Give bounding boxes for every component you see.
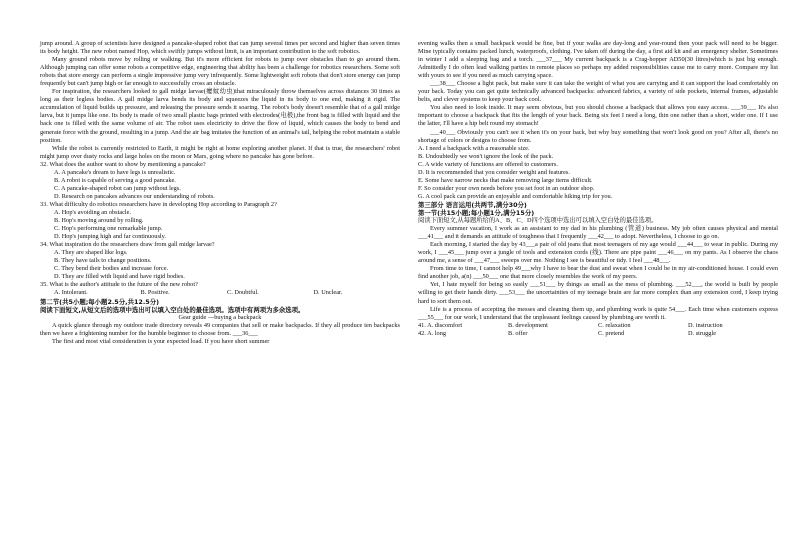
q32-option-b: B. A robot is capable of serving a good pancake. xyxy=(54,176,176,184)
q33-option-b: B. Hop's moving around by rolling. xyxy=(54,217,144,225)
gap-option-d: D. It is recommended that you consider weight and features. xyxy=(418,168,570,176)
q35-option-d: D. Unclear. xyxy=(313,289,343,297)
gear-guide-para-2: The first and most vital consideration is your expected load. If you have short summer xyxy=(52,337,270,345)
reading-para-4: While the robot is currently restricted to Earth, it might be right at home exploring another planet. If that is true, the researchers' robot might jump over dusty rocks and large holes on the moon or Mars, going where no pancake has gone before. xyxy=(40,144,400,160)
q35-option-a: A. Intolerant. xyxy=(54,289,88,297)
reading-para-2: Many ground robots move by rolling or walking. But it's more efficient for robots to jump over obstacles than to go around them. Although jumping can offer some robots a competitive edge, engineering that ability has been a challenge for robotics researchers. Some soft robots that store energy can perform a single impressive jump very infrequently. Some lightweight soft robots that don't store energy can jump frequently but can't jump high or far enough to successfully cross an obstacle. xyxy=(40,56,400,88)
q35-option-b: B. Positive. xyxy=(140,289,170,297)
q32-option-a: A. A pancake's dream to have legs is unrealistic. xyxy=(54,168,176,176)
q35-options xyxy=(54,289,400,297)
q41-option-d: D. instruction xyxy=(688,321,723,329)
left-column xyxy=(40,40,400,346)
q35-option-c: C. Doubtful. xyxy=(227,289,259,297)
q42-option-b: B. offer xyxy=(508,329,528,337)
section2-title: 第二节(共5小题;每小题2.5分,共12.5分) xyxy=(40,297,160,306)
cloze-para-3: From time to time, I cannot help 49___why I have to bear the dust and sweat when I could be in my air-conditioned house. I could even find another job, a(n) ___50___ one that more closely resembles the work of my peers. xyxy=(418,265,778,281)
q41-option-a: 41. A. discomfort xyxy=(418,321,463,329)
gear-guide-para-6: ___40___ Obviously you can't see it when it's on your back, but why buy something that won't look good on you? After all, there's no shortage of colors or designs to choose from. xyxy=(418,128,778,144)
question-42-options xyxy=(418,330,778,338)
cloze-para-4: Yet, I hate myself for being so easily ___51___ by things as small as the mess of plumbing. ___52___, the world is built by people willing to get their hands dirty. ___53___ the uncertainties of my teenage brain are far more complex than any extension cord, I keep trying hard to sort them out. xyxy=(418,281,778,305)
gap-option-b: B. Undoubtedly we won't ignore the look of the pack. xyxy=(418,152,554,160)
gap-option-e: E. Some have narrow necks that make removing large items difficult. xyxy=(418,176,593,184)
question-35: 35. What is the author's attitude to the future of the new robot? xyxy=(40,281,198,289)
gear-guide-para-3: evening walks then a small backpack would be fine, but if your walks are day-long and year-round then your pack will need to be bigger. Mine typically contains packed lunch, waterproofs, clothing. I've taken off during the day, a first aid kit and an emergency shelter. Sometimes in winter I add a sleeping bag and a torch. ___37___ My current backpack is a Crag-hopper AD50(30 litres)which is just big enough. Admittedly I do often lead walking parties in remote places so perhaps my added responsibilities cause me to carry more. Compare my list with yours to see if you need as much carrying space. xyxy=(418,40,778,80)
gap-option-f: F. So consider your own needs before you set foot in an outdoor shop. xyxy=(418,184,595,192)
q33-option-c: C. Hop's performing one remarkable jump. xyxy=(54,225,163,233)
q33-option-a: A. Hop's avoiding an obstacle. xyxy=(54,208,132,216)
q42-option-c: C. pretend xyxy=(598,329,625,337)
q32-option-c: C. A pancake-shaped robot can jump without legs. xyxy=(54,184,181,192)
q32-option-d: D. Research on pancakes advances our understanding of robots. xyxy=(54,192,215,200)
right-column xyxy=(418,40,778,338)
question-33: 33. What difficulty do robotics researchers have in developing Hop according to Paragraph 2? xyxy=(40,200,277,208)
reading-para-3: For inspiration, the researchers looked to gall midge larvae(瘿蚊幼虫)that miraculously throw themselves across distances 30 times as long as their legless bodies. A gall midge larva bends its body and squeezes the liquid in its body to one end, making it rigid. The accumulation of liquid builds up pressure, and releasing the pressure sends it soaring. The robot's body doesn't resemble that of a gall midge larva, but it jumps like one. Its body is made of two small plastic bags printed with electrodes(电极),the front bag is filled with liquid and the back one is filled with the same volume of air. The robot uses electricity to drive the flow of liquid, which causes the body to bend and generate force with the ground, resulting in a jump. And the air bag imitates the function of an animal's tail, helping the robot maintain a stable position. xyxy=(40,88,400,144)
section1-instructions: 阅读下面短文,从每题所给的A、B、C、D四个选项中选出可以填入空白处的最佳选项。 xyxy=(418,217,658,225)
q34-option-b: B. They have tails to change positions. xyxy=(54,257,152,265)
gear-guide-para-4: ___38___ Choose a light pack, but make sure it can take the weight of what you are carrying and it can support the load comfortably on your back. Today you can get quite technically advanced backpacks: advanced fabrics, a variety of side pockets, internal frames, adjustable belts, and clever systems to keep your back cool. xyxy=(418,80,778,104)
q34-option-a: A. They are shaped like logs. xyxy=(54,249,128,257)
gap-option-c: C. A wide variety of functions are offered to customers. xyxy=(418,160,558,168)
q41-option-b: B. development xyxy=(508,321,548,329)
q34-option-c: C. They bend their bodies and increase force. xyxy=(54,265,169,273)
q41-option-c: C. relaxation xyxy=(598,321,631,329)
part3-title: 第三部分 语言运用(共两节,满分30分) xyxy=(418,200,527,209)
gear-guide-para-5: You also need to look inside. It may seem obvious, but you should choose a backpack that allows you easy access. ___39___ It's also important to choose a backpack that fits the length of your back. Being six feet I need a long, thin one rather than a short, wider one. If I use the latter, I'll have a hip belt round my stomach! xyxy=(418,104,778,128)
question-34: 34. What inspiration do the researchers draw from gall midge larvae? xyxy=(40,241,215,249)
section2-instructions: 阅读下面短文,从短文后的选项中选出可以填入空白处的最佳选项。选项中有两项为多余选项。 xyxy=(40,305,305,314)
gear-guide-title: Gear guide —buying a backpack xyxy=(178,313,262,321)
cloze-para-2: Each morning, I started the day by 43___a pair of old jeans that most teenagers of my age would ___44___ to wear in public. During my work, I ___45___ jump over a jungle of tools and extension cords (线). There are pipe paint ___46___ on my pants. As I observe the chaos around me, a sense of ___47___ sweeps over me. Nothing I see is beautiful or tidy. I feel ___48___. xyxy=(418,241,778,265)
q33-option-d: D. Hop's jumping high and far continuously. xyxy=(54,233,166,241)
gap-option-a: A. I need a backpack with a reasonable size. xyxy=(418,144,530,152)
gear-guide-para-1: A quick glance through my outdoor trade directory reveals 49 companies that sell or make backpacks. If they all produce ten backpacks then we have a frightening number for the humble beginner to choose from. ___36___ xyxy=(40,321,400,337)
cloze-para-5: Life is a process of accepting the messes and cleaning them up, and plumbing work is quite 54___. Each time when customers express ___55___ for our work, I understand that the unpleasant feelings caused by plumbing are worth it. xyxy=(418,305,778,321)
question-32: 32. What does the author want to show by mentioning a pancake? xyxy=(40,160,206,168)
section1-title: 第一节(共15小题;每小题1分,满分15分) xyxy=(418,208,535,217)
gap-option-g: G. A cool pack can provide an enjoyable and comfortable hiking trip for you. xyxy=(418,192,613,200)
question-41-options xyxy=(418,322,778,330)
q42-option-d: D. struggle xyxy=(688,329,716,337)
q42-option-a: 42. A. long xyxy=(418,329,446,337)
q34-option-d: D. They are filled with liquid and have rigid bodies. xyxy=(54,273,185,281)
cloze-para-1: Every summer vacation, I work as an assistant to my dad in his plumbing (管道) business. My job often causes physical and mental ___41___ and it demands an attitude of toughness that I frequently ___42___ to adopt. Nevertheless, I choose to go on. xyxy=(418,225,778,241)
reading-para-1: jump around. A group of scientists have designed a pancake-shaped robot that can jump several times per second and higher than seven times its body height. The new robot named Hop, which swiftly jumps without limit, is an important contribution to the soft robotics. xyxy=(40,40,400,56)
